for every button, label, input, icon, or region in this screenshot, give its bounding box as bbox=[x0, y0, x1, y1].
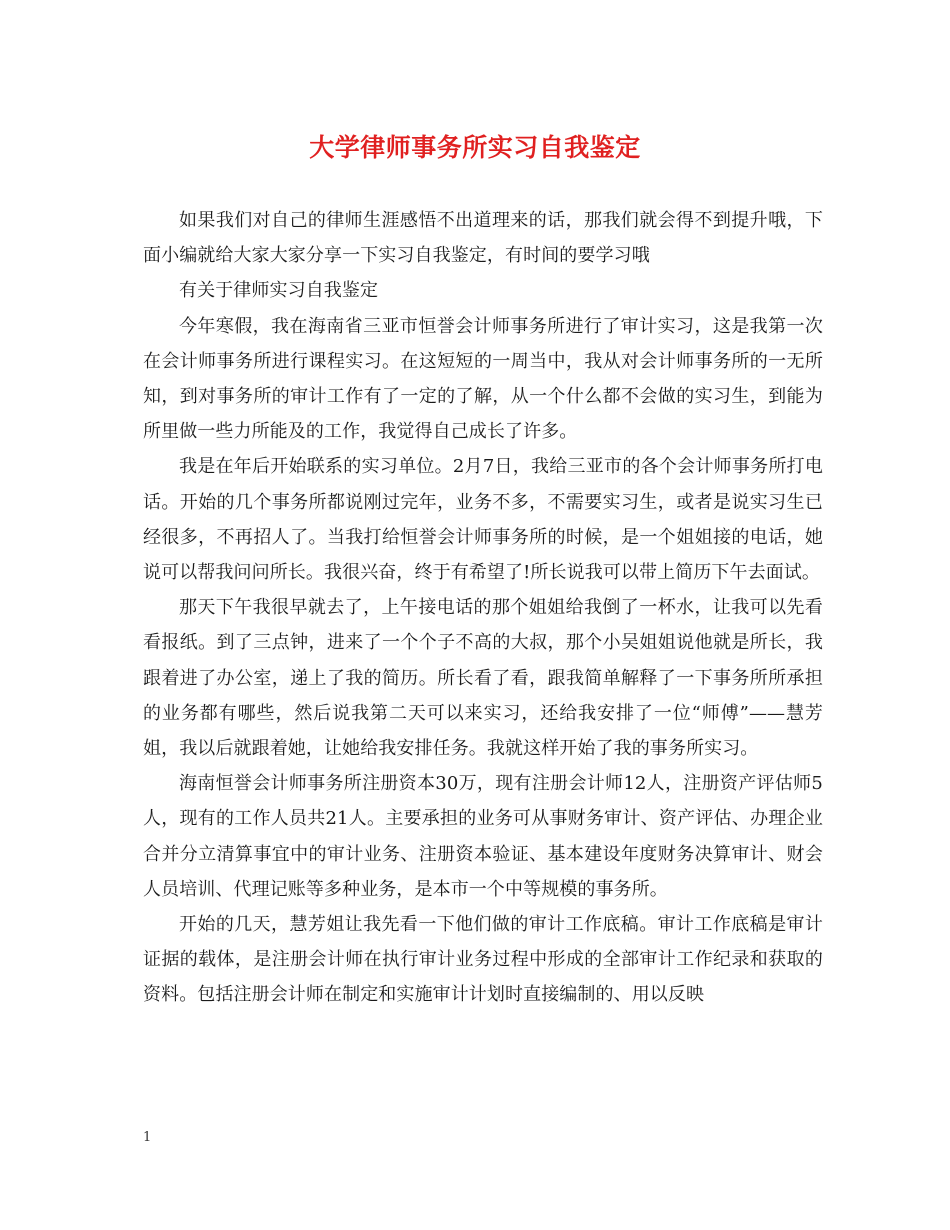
document-body bbox=[143, 203, 823, 1013]
page-number: 1 bbox=[143, 1130, 152, 1145]
paragraph-2: 我是在年后开始联系的实习单位。2月7日，我给三亚市的各个会计师事务所打电话。开始的几个事务所都说刚过完年，业务不多，不需要实习生，或者是说实习生已经很多，不再招人了。当我打给恒誉会计师事务所的时候，是一个姐姐接的电话，她说可以帮我问问所长。我很兴奋，终于有希望了!所长说我可以带上简历下午去面试。 bbox=[143, 456, 823, 584]
document-title: 大学律师事务所实习自我鉴定 bbox=[309, 133, 641, 162]
paragraph-subheading: 有关于律师实习自我鉴定 bbox=[179, 280, 379, 302]
paragraph-1: 今年寒假，我在海南省三亚市恒誉会计师事务所进行了审计实习，这是我第一次在会计师事务所进行课程实习。在这短短的一周当中，我从对会计师事务所的一无所知，到对事务所的审计工作有了一定的了解，从一个什么都不会做的实习生，到能为所里做一些力所能及的工作，我觉得自己成长了许多。 bbox=[143, 315, 823, 443]
paragraph-intro: 如果我们对自己的律师生涯感悟不出道理来的话，那我们就会得不到提升哦，下面小编就给大家大家分享一下实习自我鉴定，有时间的要学习哦 bbox=[143, 210, 823, 267]
paragraph-5: 开始的几天，慧芳姐让我先看一下他们做的审计工作底稿。审计工作底稿是审计证据的载体，是注册会计师在执行审计业务过程中形成的全部审计工作纪录和获取的资料。包括注册会计师在制定和实施审计计划时直接编制的、用以反映 bbox=[143, 914, 823, 1006]
paragraph-3: 那天下午我很早就去了，上午接电话的那个姐姐给我倒了一杯水，让我可以先看看报纸。到了三点钟，进来了一个个子不高的大叔，那个小吴姐姐说他就是所长，我跟着进了办公室，递上了我的简历。所长看了看，跟我简单解释了一下事务所所承担的业务都有哪些，然后说我第二天可以来实习，还给我安排了一位“师傅”——慧芳姐，我以后就跟着她，让她给我安排任务。我就这样开始了我的事务所实习。 bbox=[143, 597, 823, 760]
paragraph-4: 海南恒誉会计师事务所注册资本30万，现有注册会计师12人，注册资产评估师5人，现有的工作人员共21人。主要承担的业务可从事财务审计、资产评估、办理企业合并分立清算事宜中的审计业务、注册资本验证、基本建设年度财务决算审计、财会人员培训、代理记账等多种业务，是本市一个中等规模的事务所。 bbox=[143, 773, 823, 900]
